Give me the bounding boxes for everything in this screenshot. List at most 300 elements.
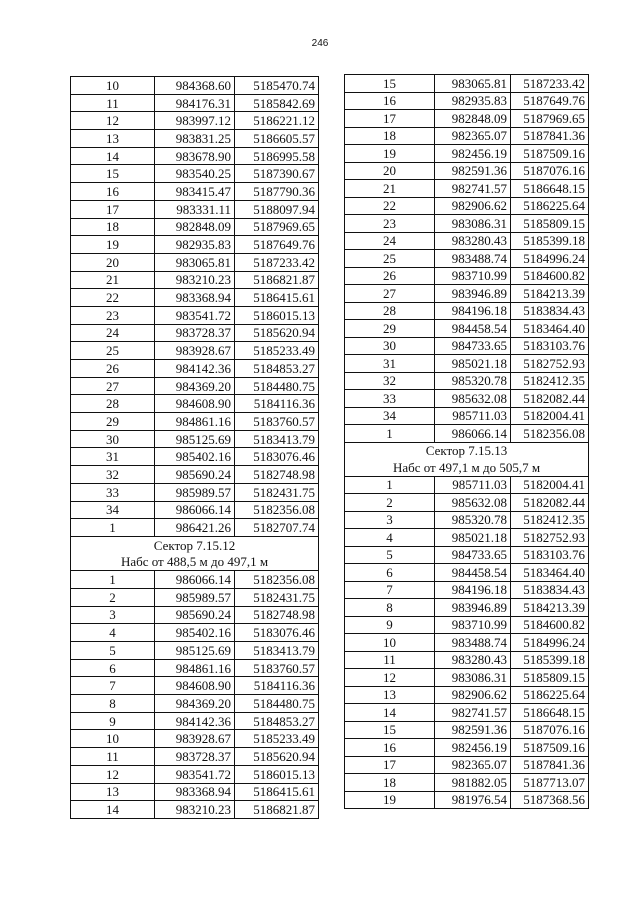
table-row: [71, 606, 319, 624]
x-coordinate-cell: 983086.31: [435, 669, 511, 687]
table-row: [71, 765, 319, 783]
x-coordinate-cell: 983728.37: [155, 748, 235, 766]
point-number-cell: 14: [71, 147, 155, 165]
table-row: [71, 677, 319, 695]
point-number-cell: 15: [345, 75, 435, 93]
x-coordinate-cell: 986421.26: [155, 519, 235, 537]
table-row: [71, 147, 319, 165]
y-coordinate-cell: 5182412.35: [511, 372, 589, 390]
table-row: [71, 130, 319, 148]
y-coordinate-cell: 5183464.40: [511, 564, 589, 582]
y-coordinate-cell: 5184996.24: [511, 634, 589, 652]
x-coordinate-cell: 985632.08: [435, 494, 511, 512]
point-number-cell: 4: [71, 624, 155, 642]
table-row: [345, 494, 589, 512]
table-row: [71, 360, 319, 378]
table-row: [345, 407, 589, 425]
table-right-section-header: [345, 442, 589, 476]
point-number-cell: 15: [345, 721, 435, 739]
point-number-cell: 26: [345, 267, 435, 285]
point-number-cell: 30: [345, 337, 435, 355]
x-coordinate-cell: 983678.90: [155, 147, 235, 165]
section-title: Сектор 7.15.12: [71, 536, 319, 553]
table-row: [345, 215, 589, 233]
y-coordinate-cell: 5186648.15: [511, 180, 589, 198]
table-row: [345, 511, 589, 529]
x-coordinate-cell: 985125.69: [155, 430, 235, 448]
table-row: [345, 197, 589, 215]
y-coordinate-cell: 5185620.94: [235, 748, 319, 766]
point-number-cell: 22: [71, 289, 155, 307]
table-row: [345, 704, 589, 722]
y-coordinate-cell: 5186015.13: [235, 306, 319, 324]
y-coordinate-cell: 5183413.79: [235, 642, 319, 660]
y-coordinate-cell: 5187233.42: [235, 253, 319, 271]
point-number-cell: 18: [345, 774, 435, 792]
point-number-cell: 25: [71, 342, 155, 360]
x-coordinate-cell: 983541.72: [155, 765, 235, 783]
point-number-cell: 4: [345, 529, 435, 547]
x-coordinate-cell: 984176.31: [155, 94, 235, 112]
point-number-cell: 33: [345, 390, 435, 408]
x-coordinate-cell: 983280.43: [435, 651, 511, 669]
y-coordinate-cell: 5183834.43: [511, 581, 589, 599]
table-row: [71, 448, 319, 466]
table-row: [71, 413, 319, 431]
y-coordinate-cell: 5187790.36: [235, 183, 319, 201]
y-coordinate-cell: 5182431.75: [235, 483, 319, 501]
section-subtitle: Набс от 488,5 м до 497,1 м: [71, 554, 319, 571]
point-number-cell: 13: [71, 130, 155, 148]
y-coordinate-cell: 5186415.61: [235, 289, 319, 307]
x-coordinate-cell: 983997.12: [155, 112, 235, 130]
table-row: [345, 634, 589, 652]
y-coordinate-cell: 5187841.36: [511, 127, 589, 145]
point-number-cell: 1: [71, 571, 155, 589]
x-coordinate-cell: 983831.25: [155, 130, 235, 148]
table-row: [71, 588, 319, 606]
point-number-cell: 11: [345, 651, 435, 669]
table-row: [345, 651, 589, 669]
x-coordinate-cell: 982906.62: [435, 686, 511, 704]
y-coordinate-cell: 5187969.65: [235, 218, 319, 236]
x-coordinate-cell: 983065.81: [435, 75, 511, 93]
table-row: [71, 501, 319, 519]
x-coordinate-cell: 985690.24: [155, 606, 235, 624]
table-left-top-rows: [71, 77, 319, 537]
table-row: [71, 730, 319, 748]
point-number-cell: 17: [345, 110, 435, 128]
x-coordinate-cell: 983210.23: [155, 271, 235, 289]
point-number-cell: 31: [345, 355, 435, 373]
x-coordinate-cell: 982741.57: [435, 704, 511, 722]
x-coordinate-cell: 983368.94: [155, 783, 235, 801]
table-row: [71, 712, 319, 730]
x-coordinate-cell: 984368.60: [155, 77, 235, 95]
x-coordinate-cell: 985989.57: [155, 483, 235, 501]
x-coordinate-cell: 985021.18: [435, 355, 511, 373]
table-row: [345, 267, 589, 285]
x-coordinate-cell: 986066.14: [155, 501, 235, 519]
point-number-cell: 34: [71, 501, 155, 519]
x-coordinate-cell: 983280.43: [435, 232, 511, 250]
point-number-cell: 8: [71, 695, 155, 713]
y-coordinate-cell: 5186821.87: [235, 801, 319, 819]
y-coordinate-cell: 5187076.16: [511, 721, 589, 739]
x-coordinate-cell: 985402.16: [155, 448, 235, 466]
point-number-cell: 28: [71, 395, 155, 413]
y-coordinate-cell: 5186225.64: [511, 686, 589, 704]
section-subtitle-row: [345, 459, 589, 476]
y-coordinate-cell: 5182356.08: [235, 501, 319, 519]
table-row: [345, 686, 589, 704]
section-title: Сектор 7.15.13: [345, 442, 589, 459]
point-number-cell: 5: [345, 546, 435, 564]
x-coordinate-cell: 983710.99: [435, 267, 511, 285]
point-number-cell: 16: [345, 92, 435, 110]
x-coordinate-cell: 981976.54: [435, 791, 511, 809]
point-number-cell: 9: [345, 616, 435, 634]
y-coordinate-cell: 5184116.36: [235, 677, 319, 695]
x-coordinate-cell: 981882.05: [435, 774, 511, 792]
x-coordinate-cell: 984861.16: [155, 659, 235, 677]
x-coordinate-cell: 982906.62: [435, 197, 511, 215]
point-number-cell: 33: [71, 483, 155, 501]
table-row: [71, 112, 319, 130]
x-coordinate-cell: 985711.03: [435, 476, 511, 494]
point-number-cell: 27: [345, 285, 435, 303]
point-number-cell: 11: [71, 748, 155, 766]
x-coordinate-cell: 983946.89: [435, 285, 511, 303]
table-right-top-rows: [345, 75, 589, 443]
section-subtitle-row: [71, 554, 319, 571]
x-coordinate-cell: 984142.36: [155, 712, 235, 730]
point-number-cell: 11: [71, 94, 155, 112]
table-row: [345, 581, 589, 599]
table-row: [345, 180, 589, 198]
x-coordinate-cell: 984861.16: [155, 413, 235, 431]
point-number-cell: 32: [345, 372, 435, 390]
table-row: [345, 145, 589, 163]
point-number-cell: 10: [71, 77, 155, 95]
table-row: [345, 564, 589, 582]
y-coordinate-cell: 5187390.67: [235, 165, 319, 183]
y-coordinate-cell: 5182431.75: [235, 588, 319, 606]
x-coordinate-cell: 983488.74: [435, 634, 511, 652]
y-coordinate-cell: 5182356.08: [511, 425, 589, 443]
y-coordinate-cell: 5182748.98: [235, 466, 319, 484]
y-coordinate-cell: 5184600.82: [511, 267, 589, 285]
x-coordinate-cell: 983331.11: [155, 200, 235, 218]
table-row: [71, 430, 319, 448]
point-number-cell: 21: [71, 271, 155, 289]
point-number-cell: 16: [345, 739, 435, 757]
y-coordinate-cell: 5182004.41: [511, 476, 589, 494]
y-coordinate-cell: 5187509.16: [511, 739, 589, 757]
page-number: 246: [311, 38, 329, 49]
x-coordinate-cell: 984196.18: [435, 302, 511, 320]
table-left-bottom-rows: [71, 571, 319, 819]
y-coordinate-cell: 5187713.07: [511, 774, 589, 792]
y-coordinate-cell: 5185470.74: [235, 77, 319, 95]
x-coordinate-cell: 985021.18: [435, 529, 511, 547]
x-coordinate-cell: 986066.14: [435, 425, 511, 443]
x-coordinate-cell: 984733.65: [435, 337, 511, 355]
x-coordinate-cell: 984369.20: [155, 377, 235, 395]
y-coordinate-cell: 5182356.08: [235, 571, 319, 589]
table-row: [71, 466, 319, 484]
table-row: [71, 165, 319, 183]
point-number-cell: 30: [71, 430, 155, 448]
table-row: [71, 289, 319, 307]
y-coordinate-cell: 5187076.16: [511, 162, 589, 180]
x-coordinate-cell: 982456.19: [435, 739, 511, 757]
y-coordinate-cell: 5185399.18: [511, 232, 589, 250]
x-coordinate-cell: 983210.23: [155, 801, 235, 819]
x-coordinate-cell: 982741.57: [435, 180, 511, 198]
table-row: [345, 774, 589, 792]
point-number-cell: 28: [345, 302, 435, 320]
point-number-cell: 3: [71, 606, 155, 624]
x-coordinate-cell: 982935.83: [155, 236, 235, 254]
point-number-cell: 22: [345, 197, 435, 215]
point-number-cell: 8: [345, 599, 435, 617]
table-row: [71, 324, 319, 342]
table-row: [345, 302, 589, 320]
y-coordinate-cell: 5184213.39: [511, 599, 589, 617]
y-coordinate-cell: 5182082.44: [511, 494, 589, 512]
y-coordinate-cell: 5184996.24: [511, 250, 589, 268]
x-coordinate-cell: 985320.78: [435, 372, 511, 390]
table-row: [345, 320, 589, 338]
table-row: [345, 476, 589, 494]
y-coordinate-cell: 5183834.43: [511, 302, 589, 320]
y-coordinate-cell: 5182752.93: [511, 355, 589, 373]
point-number-cell: 6: [71, 659, 155, 677]
x-coordinate-cell: 983086.31: [435, 215, 511, 233]
table-left-section-header: [71, 536, 319, 570]
x-coordinate-cell: 984458.54: [435, 320, 511, 338]
x-coordinate-cell: 983728.37: [155, 324, 235, 342]
point-number-cell: 20: [71, 253, 155, 271]
point-number-cell: 29: [345, 320, 435, 338]
table-row: [71, 519, 319, 537]
point-number-cell: 25: [345, 250, 435, 268]
y-coordinate-cell: 5187841.36: [511, 756, 589, 774]
table-row: [345, 721, 589, 739]
x-coordinate-cell: 984458.54: [435, 564, 511, 582]
y-coordinate-cell: 5182707.74: [235, 519, 319, 537]
point-number-cell: 12: [345, 669, 435, 687]
table-row: [71, 77, 319, 95]
table-row: [71, 377, 319, 395]
table-row: [345, 390, 589, 408]
y-coordinate-cell: 5184116.36: [235, 395, 319, 413]
section-title-row: [345, 442, 589, 459]
x-coordinate-cell: 985125.69: [155, 642, 235, 660]
point-number-cell: 18: [345, 127, 435, 145]
point-number-cell: 32: [71, 466, 155, 484]
x-coordinate-cell: 983946.89: [435, 599, 511, 617]
table-row: [345, 75, 589, 93]
table-row: [345, 337, 589, 355]
x-coordinate-cell: 982935.83: [435, 92, 511, 110]
table-right-bottom-rows: [345, 476, 589, 809]
x-coordinate-cell: 983928.67: [155, 342, 235, 360]
y-coordinate-cell: 5182748.98: [235, 606, 319, 624]
x-coordinate-cell: 983710.99: [435, 616, 511, 634]
x-coordinate-cell: 983540.25: [155, 165, 235, 183]
point-number-cell: 6: [345, 564, 435, 582]
point-number-cell: 7: [345, 581, 435, 599]
x-coordinate-cell: 985690.24: [155, 466, 235, 484]
table-row: [345, 355, 589, 373]
y-coordinate-cell: 5187233.42: [511, 75, 589, 93]
y-coordinate-cell: 5185233.49: [235, 342, 319, 360]
x-coordinate-cell: 982456.19: [435, 145, 511, 163]
y-coordinate-cell: 5186648.15: [511, 704, 589, 722]
point-number-cell: 17: [345, 756, 435, 774]
x-coordinate-cell: 983488.74: [435, 250, 511, 268]
point-number-cell: 10: [345, 634, 435, 652]
x-coordinate-cell: 983928.67: [155, 730, 235, 748]
table-row: [345, 372, 589, 390]
table-row: [71, 783, 319, 801]
y-coordinate-cell: 5183760.57: [235, 413, 319, 431]
point-number-cell: 14: [71, 801, 155, 819]
point-number-cell: 29: [71, 413, 155, 431]
point-number-cell: 1: [345, 425, 435, 443]
x-coordinate-cell: 984369.20: [155, 695, 235, 713]
y-coordinate-cell: 5184213.39: [511, 285, 589, 303]
table-row: [345, 669, 589, 687]
point-number-cell: 9: [71, 712, 155, 730]
x-coordinate-cell: 986066.14: [155, 571, 235, 589]
y-coordinate-cell: 5185399.18: [511, 651, 589, 669]
table-row: [71, 200, 319, 218]
x-coordinate-cell: 984196.18: [435, 581, 511, 599]
y-coordinate-cell: 5185620.94: [235, 324, 319, 342]
point-number-cell: 5: [71, 642, 155, 660]
x-coordinate-cell: 985632.08: [435, 390, 511, 408]
table-row: [71, 395, 319, 413]
table-row: [71, 306, 319, 324]
y-coordinate-cell: 5187649.76: [511, 92, 589, 110]
point-number-cell: 13: [345, 686, 435, 704]
y-coordinate-cell: 5183413.79: [235, 430, 319, 448]
y-coordinate-cell: 5186221.12: [235, 112, 319, 130]
x-coordinate-cell: 985711.03: [435, 407, 511, 425]
y-coordinate-cell: 5187969.65: [511, 110, 589, 128]
point-number-cell: 3: [345, 511, 435, 529]
point-number-cell: 20: [345, 162, 435, 180]
table-row: [345, 425, 589, 443]
x-coordinate-cell: 983065.81: [155, 253, 235, 271]
y-coordinate-cell: 5183464.40: [511, 320, 589, 338]
table-row: [71, 271, 319, 289]
table-row: [345, 250, 589, 268]
point-number-cell: 1: [345, 476, 435, 494]
table-row: [71, 801, 319, 819]
point-number-cell: 2: [345, 494, 435, 512]
table-row: [345, 739, 589, 757]
point-number-cell: 14: [345, 704, 435, 722]
table-row: [345, 546, 589, 564]
x-coordinate-cell: 983415.47: [155, 183, 235, 201]
y-coordinate-cell: 5184853.27: [235, 712, 319, 730]
point-number-cell: 19: [345, 791, 435, 809]
y-coordinate-cell: 5183103.76: [511, 337, 589, 355]
y-coordinate-cell: 5188097.94: [235, 200, 319, 218]
point-number-cell: 15: [71, 165, 155, 183]
y-coordinate-cell: 5185809.15: [511, 215, 589, 233]
point-number-cell: 19: [345, 145, 435, 163]
point-number-cell: 19: [71, 236, 155, 254]
table-row: [71, 695, 319, 713]
y-coordinate-cell: 5184480.75: [235, 695, 319, 713]
point-number-cell: 23: [71, 306, 155, 324]
x-coordinate-cell: 983541.72: [155, 306, 235, 324]
point-number-cell: 24: [71, 324, 155, 342]
x-coordinate-cell: 984733.65: [435, 546, 511, 564]
point-number-cell: 12: [71, 765, 155, 783]
x-coordinate-cell: 983368.94: [155, 289, 235, 307]
y-coordinate-cell: 5184600.82: [511, 616, 589, 634]
y-coordinate-cell: 5186995.58: [235, 147, 319, 165]
point-number-cell: 10: [71, 730, 155, 748]
coordinates-table-left: [70, 76, 319, 819]
y-coordinate-cell: 5182752.93: [511, 529, 589, 547]
point-number-cell: 13: [71, 783, 155, 801]
table-row: [71, 342, 319, 360]
x-coordinate-cell: 982591.36: [435, 721, 511, 739]
table-row: [345, 127, 589, 145]
y-coordinate-cell: 5186225.64: [511, 197, 589, 215]
x-coordinate-cell: 982591.36: [435, 162, 511, 180]
x-coordinate-cell: 984608.90: [155, 677, 235, 695]
y-coordinate-cell: 5183760.57: [235, 659, 319, 677]
table-row: [345, 285, 589, 303]
table-row: [345, 92, 589, 110]
table-row: [345, 791, 589, 809]
point-number-cell: 12: [71, 112, 155, 130]
point-number-cell: 26: [71, 360, 155, 378]
table-row: [71, 183, 319, 201]
y-coordinate-cell: 5187509.16: [511, 145, 589, 163]
table-row: [345, 616, 589, 634]
y-coordinate-cell: 5184480.75: [235, 377, 319, 395]
y-coordinate-cell: 5184853.27: [235, 360, 319, 378]
point-number-cell: 2: [71, 588, 155, 606]
table-row: [71, 94, 319, 112]
y-coordinate-cell: 5187649.76: [235, 236, 319, 254]
point-number-cell: 23: [345, 215, 435, 233]
x-coordinate-cell: 984142.36: [155, 360, 235, 378]
point-number-cell: 27: [71, 377, 155, 395]
x-coordinate-cell: 984608.90: [155, 395, 235, 413]
y-coordinate-cell: 5183076.46: [235, 624, 319, 642]
x-coordinate-cell: 982365.07: [435, 127, 511, 145]
point-number-cell: 34: [345, 407, 435, 425]
y-coordinate-cell: 5183103.76: [511, 546, 589, 564]
table-row: [71, 624, 319, 642]
y-coordinate-cell: 5186821.87: [235, 271, 319, 289]
table-row: [71, 571, 319, 589]
table-row: [345, 110, 589, 128]
y-coordinate-cell: 5186605.57: [235, 130, 319, 148]
section-subtitle: Набс от 497,1 м до 505,7 м: [345, 459, 589, 476]
table-row: [71, 642, 319, 660]
